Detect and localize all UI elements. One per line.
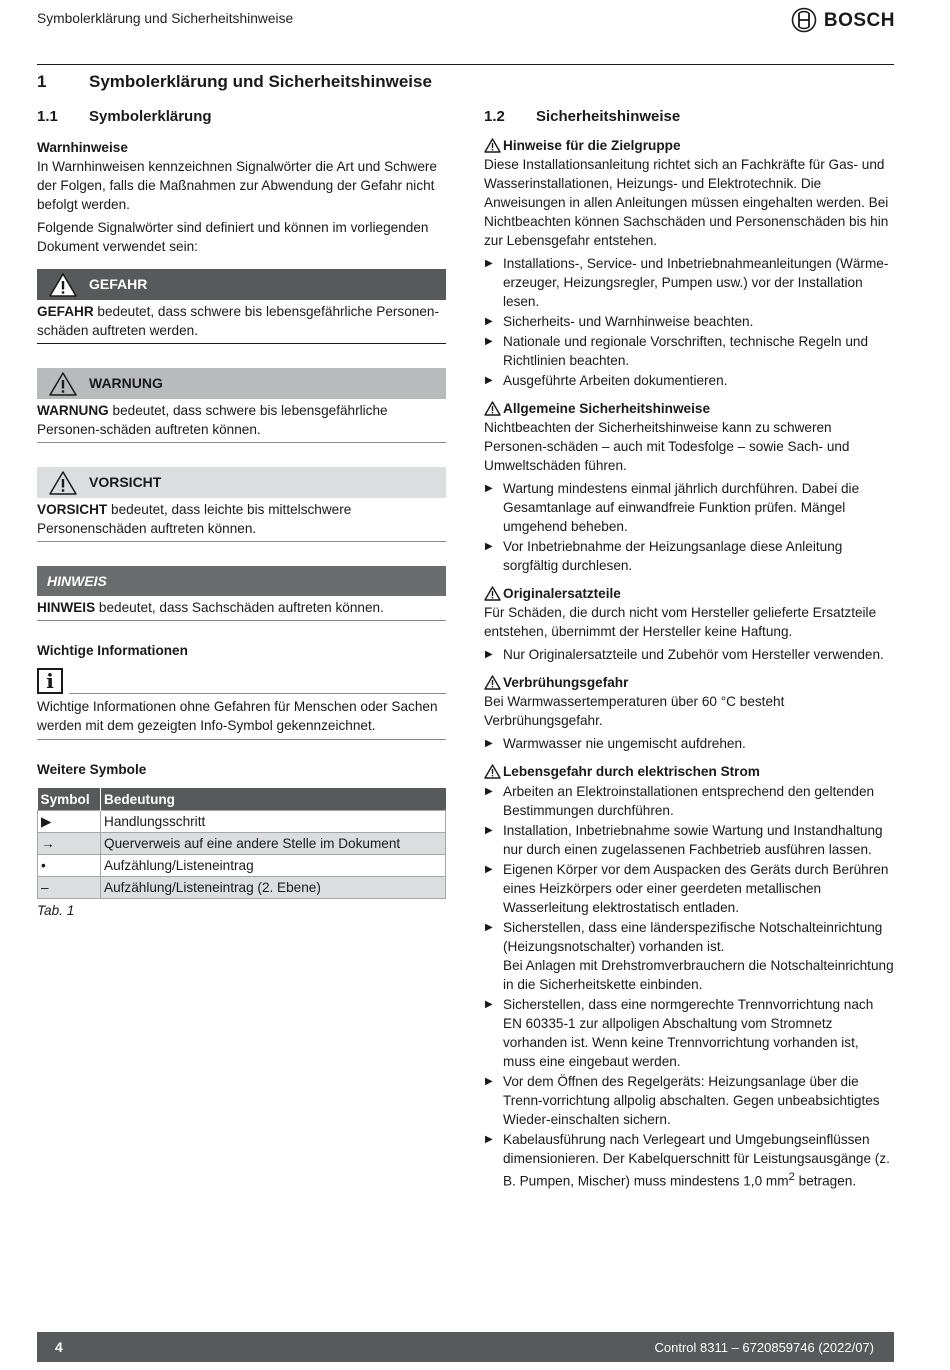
warning-triangle-icon (484, 586, 501, 601)
verbruehung-list (484, 734, 894, 753)
allgemeine-text: Nichtbeachten der Sicherheitshinweise kann zu schweren Personen-schäden – auch mit Todesfolge – sowie Sach- und Umweltschäden führen. (484, 420, 850, 473)
allgemeine-title: Allgemeine Sicherheitshinweise (503, 401, 710, 416)
list-item: ▶ Vor dem Öffnen des Regelgeräts: Heizungsanlage über die Trenn-vorrichtung allpolig abschalten. Gegen unbeabsichtigtes Wieder-einschalten sichern. (484, 1072, 894, 1129)
section-heading-1-1 (37, 107, 446, 126)
list-item: ▶ Sicherheits- und Warnhinweise beachten. (484, 312, 894, 331)
strom-section (484, 762, 894, 1191)
verbruehung-heading (484, 673, 894, 692)
warnung-description: bedeutet, dass schwere bis lebensgefährliche Personen-schäden auftreten können. (37, 403, 388, 437)
bosch-armature-icon (791, 7, 817, 33)
originalersatzteile-text: Für Schäden, die durch nicht vom Hersteller gelieferte Ersatzteile entstehen, übernimmt der Hersteller keine Haftung. (484, 605, 877, 639)
list-item: ▶ Installations-, Service- und Inbetriebnahmeanleitungen (Wärme-erzeuger, Heizungsregler, Pumpen usw.) vor der Installation lesen. (484, 254, 894, 311)
info-icon: i (37, 668, 63, 694)
section-heading-1-2 (484, 107, 894, 126)
originalersatzteile-list (484, 645, 894, 664)
list-item: ▶ Nur Originalersatzteile und Zubehör vom Hersteller verwenden. (484, 645, 894, 664)
brand-name: BOSCH (823, 9, 895, 31)
table-row (38, 833, 446, 855)
hinweis-word: HINWEIS (37, 600, 96, 615)
chapter-number: 1 (37, 72, 47, 91)
warnung-block (37, 368, 446, 443)
table-header-symbol: Symbol (38, 788, 101, 811)
list-item (484, 1130, 894, 1191)
strom-list (484, 782, 894, 1191)
table-cell-bedeutung: Querverweis auf eine andere Stelle im Dokument (101, 833, 446, 855)
warning-triangle-icon (484, 675, 501, 690)
section-number: 1.1 (37, 108, 58, 125)
list-item-text: Kabelausführung nach Verlegeart und Umgebungseinflüssen dimensionieren. Der Kabelquerschnitt für Leistungsausgänge (z. B. Pumpen, Mischer) muss mindestens 1,0 mm (503, 1132, 890, 1189)
verbruehung-title: Verbrühungsgefahr (503, 675, 629, 690)
list-item (484, 918, 894, 994)
vorsicht-text (37, 500, 446, 541)
warnhinweise-intro-2: Folgende Signalwörter sind definiert und können im vorliegenden Dokument verwendet sein: (37, 220, 429, 254)
vorsicht-description: bedeutet, dass leichte bis mittelschwere Personenschäden auftreten können. (37, 502, 352, 536)
vorsicht-bar (37, 467, 446, 498)
warning-triangle-icon (484, 764, 501, 779)
vorsicht-word: VORSICHT (37, 502, 108, 517)
list-item: ▶ Nationale und regionale Vorschriften, technische Regeln und Richtlinien beachten. (484, 332, 894, 370)
gefahr-bar (37, 269, 446, 300)
originalersatzteile-title: Originalersatzteile (503, 586, 621, 601)
list-item: ▶ Eigenen Körper vor dem Auspacken des Geräts durch Berühren eines Heizkörpers oder einer geerdeten metallischen Wasserleitung elektrostatisch entladen. (484, 860, 894, 917)
zielgruppe-text: Diese Installationsanleitung richtet sich an Fachkräfte für Gas- und Wasserinstallationen, Heizungs- und Elektrotechnik. Die Anweisungen in allen Anleitungen müssen eingehalten werden. Bei Nichtbeachten können Sachschäden und Personenschäden bis hin zur Lebensgefahr entstehen. (484, 157, 889, 248)
chapter-title: Symbolerklärung und Sicherheitshinweise (89, 72, 432, 91)
gefahr-description: bedeutet, dass schwere bis lebensgefährliche Personen-schäden auftreten werden. (37, 304, 439, 338)
table-cell-symbol: → (38, 833, 101, 855)
table-caption: Tab. 1 (37, 903, 75, 918)
info-block (37, 697, 446, 740)
gefahr-block (37, 269, 446, 344)
gefahr-label: GEFAHR (89, 276, 148, 292)
warnhinweise-heading: Warnhinweise (37, 140, 128, 155)
page-footer (37, 1332, 894, 1362)
table-row (38, 855, 446, 877)
warning-triangle-icon (484, 401, 501, 416)
list-item-text: Sicherstellen, dass eine länderspezifische Notschalteinrichtung (Heizungsnotschalter) vorhanden ist. (503, 920, 883, 954)
table-header-bedeutung: Bedeutung (101, 788, 446, 811)
header-rule (37, 64, 894, 65)
zielgruppe-heading (484, 136, 894, 155)
warning-triangle-icon (37, 470, 89, 496)
allgemeine-list (484, 479, 894, 575)
zielgruppe-title: Hinweise für die Zielgruppe (503, 138, 681, 153)
section-number: 1.2 (484, 108, 505, 125)
table-row (38, 877, 446, 899)
allgemeine-section (484, 399, 894, 575)
left-column (37, 107, 446, 920)
allgemeine-heading (484, 399, 894, 418)
section-title: Sicherheitshinweise (536, 108, 681, 125)
weitere-symbole-heading: Weitere Symbole (37, 762, 147, 777)
originalersatzteile-heading (484, 584, 894, 603)
warning-triangle-icon (37, 272, 89, 298)
info-heading: Wichtige Informationen (37, 643, 188, 658)
warnung-word: WARNUNG (37, 403, 109, 418)
list-item: ▶ Ausgeführte Arbeiten dokumentieren. (484, 371, 894, 390)
list-item: ▶ Installation, Inbetriebnahme sowie Wartung und Instandhaltung nur durch einen zugelassenen Fachbetrieb ausführen lassen. (484, 821, 894, 859)
strom-title: Lebensgefahr durch elektrischen Strom (503, 764, 760, 779)
verbruehung-section (484, 673, 894, 753)
page-number: 4 (55, 1338, 63, 1355)
table-cell-symbol: • (38, 855, 101, 877)
warnung-bar (37, 368, 446, 399)
warning-triangle-icon (484, 138, 501, 153)
table-cell-bedeutung: Aufzählung/Listeneintrag (2. Ebene) (101, 877, 446, 899)
table-cell-bedeutung: Handlungsschritt (101, 811, 446, 833)
warnung-text (37, 401, 446, 442)
warnhinweise-intro: In Warnhinweisen kennzeichnen Signalwörter die Art und Schwere der Folgen, falls die Maßnahmen zur Abwendung der Gefahr nicht befolgt werden. (37, 159, 437, 212)
section-title: Symbolerklärung (89, 108, 212, 125)
list-item-end: betragen. (794, 1173, 857, 1189)
right-column (484, 107, 894, 1192)
list-item: ▶ Sicherstellen, dass eine normgerechte Trennvorrichtung nach EN 60335-1 zur allpoligen Abschaltung vom Stromnetz vorhanden ist. Wenn keine Trennvorrichtung vorhanden ist, muss eine eingebaut werden. (484, 995, 894, 1071)
table-cell-bedeutung: Aufzählung/Listeneintrag (101, 855, 446, 877)
list-item: ▶ Vor Inbetriebnahme der Heizungsanlage diese Anleitung sorgfältig durchlesen. (484, 537, 894, 575)
warnung-label: WARNUNG (89, 375, 163, 391)
list-item: ▶ Warmwasser nie ungemischt aufdrehen. (484, 734, 894, 753)
info-row (37, 668, 446, 694)
hinweis-label: HINWEIS (47, 572, 107, 589)
hinweis-description: bedeutet, dass Sachschäden auftreten können. (95, 600, 384, 615)
table-cell-symbol: – (38, 877, 101, 899)
gefahr-text (37, 302, 446, 343)
zielgruppe-list (484, 254, 894, 390)
list-item: ▶ Wartung mindestens einmal jährlich durchführen. Dabei die Gesamtanlage auf einwandfreie Funktion prüfen. Mängel umgehend beheben. (484, 479, 894, 536)
document-id: Control 8311 – 6720859746 (2022/07) (654, 1339, 874, 1355)
gefahr-word: GEFAHR (37, 304, 94, 319)
table-cell-symbol: ▶ (38, 811, 101, 833)
hinweis-block (37, 566, 446, 621)
symbol-table (37, 788, 446, 899)
info-text: Wichtige Informationen ohne Gefahren für Menschen oder Sachen werden mit dem gezeigten Info-Symbol gekennzeichnet. (37, 699, 438, 733)
originalersatzteile-section (484, 584, 894, 664)
hinweis-bar (37, 566, 446, 596)
zielgruppe-section (484, 136, 894, 390)
strom-heading (484, 762, 894, 781)
list-item-continuation: Bei Anlagen mit Drehstromverbrauchern die Notschalteinrichtung in die Sicherheitskette einbinden. (503, 958, 894, 992)
hinweis-text (37, 598, 446, 620)
list-item: ▶ Arbeiten an Elektroinstallationen entsprechend den geltenden Bestimmungen durchführen. (484, 782, 894, 820)
table-row (38, 811, 446, 833)
bosch-logo (791, 7, 895, 33)
vorsicht-label: VORSICHT (89, 474, 162, 490)
info-rule (69, 693, 446, 694)
table-header-row (38, 788, 446, 811)
running-header-title: Symbolerklärung und Sicherheitshinweise (37, 11, 294, 26)
chapter-heading (37, 72, 432, 91)
verbruehung-text: Bei Warmwassertemperaturen über 60 °C besteht Verbrühungsgefahr. (484, 694, 785, 728)
superscript: 2 (788, 1171, 795, 1183)
vorsicht-block (37, 467, 446, 542)
warning-triangle-icon (37, 371, 89, 397)
